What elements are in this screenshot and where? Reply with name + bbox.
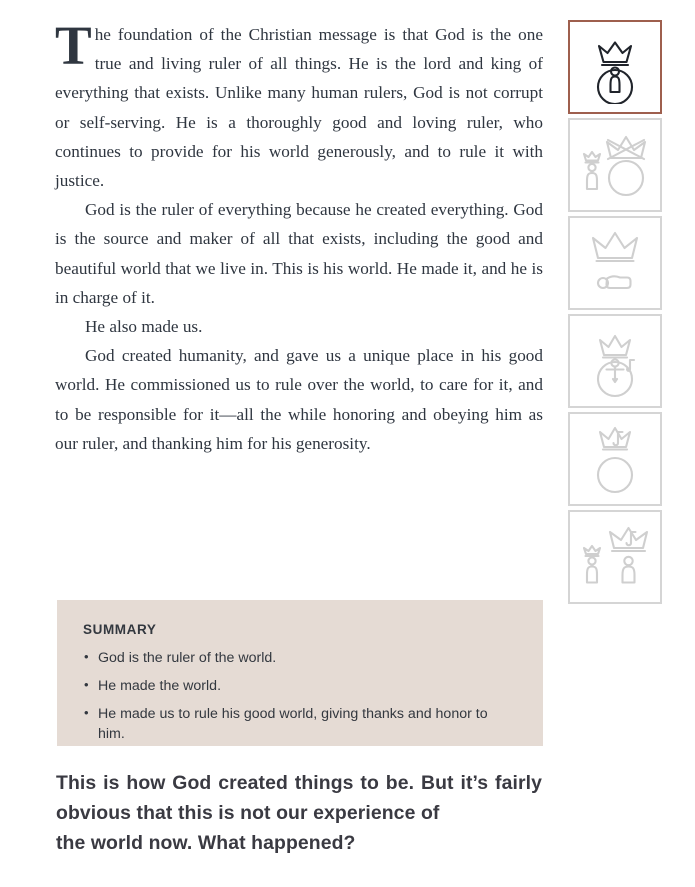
- crown-person-world-icon: [578, 30, 652, 104]
- summary-item: • God is the ruler of the world.: [83, 648, 517, 668]
- summary-list: [83, 648, 517, 744]
- summary-item: • He made us to rule his good world, giving thanks and honor to him.: [83, 704, 517, 744]
- closing-statement: [56, 768, 542, 858]
- illustration-rail: [568, 20, 662, 608]
- main-text-column: [55, 15, 543, 458]
- summary-item: • He made the world.: [83, 676, 517, 696]
- closing-line-2: fairly obvious that this is not our experience of: [56, 772, 542, 824]
- paragraph-4: God created humanity, and gave us a unique place in his good world. He commissioned us to rule over the world, to care for it, and to be responsible for it—all the while honoring and obeying him as our ruler, and thanking him for his generosity.: [55, 346, 543, 453]
- rail-panel-crossed-crown-person-world[interactable]: [568, 118, 662, 212]
- rail-panel-crown-fallen-figure[interactable]: [568, 216, 662, 310]
- paragraph-3: He also made us.: [85, 317, 203, 337]
- closing-line-3: the world now. What happened?: [56, 832, 356, 854]
- rail-panel-crown-with-mark-world[interactable]: [568, 412, 662, 506]
- crossed-crown-person-world-icon: [575, 128, 655, 202]
- rail-panel-crown-cross-world[interactable]: [568, 314, 662, 408]
- paragraph-1: [55, 15, 543, 195]
- summary-title: SUMMARY: [83, 622, 157, 637]
- paragraph-1-text: he foundation of the Christian message is that God is the one true and living ruler of all things. He is the lord and king of everything that exists. Unlike many human rulers, God is not corrupt or self-serving. He is a thoroughly good and loving ruler, who continues to provide for his world generously, and to rule it with justice.: [55, 25, 543, 191]
- paragraph-2: God is the ruler of everything because he created everything. God is the source and maker of all that exists, including the good and beautiful world that we live in. This is his world. He made it, and he is in charge of it.: [55, 200, 543, 307]
- crown-cross-world-icon: [578, 324, 652, 398]
- rail-panel-two-figures-crowns[interactable]: [568, 510, 662, 604]
- two-figures-crowns-icon: [575, 520, 655, 594]
- rail-panel-crown-person-world[interactable]: [568, 20, 662, 114]
- drop-cap-letter: T: [55, 15, 92, 76]
- summary-box: [57, 600, 543, 746]
- crown-fallen-figure-icon: [578, 226, 652, 300]
- crown-with-mark-world-icon: [578, 422, 652, 496]
- closing-line-1: This is how God created things to be. But it’s: [56, 772, 489, 794]
